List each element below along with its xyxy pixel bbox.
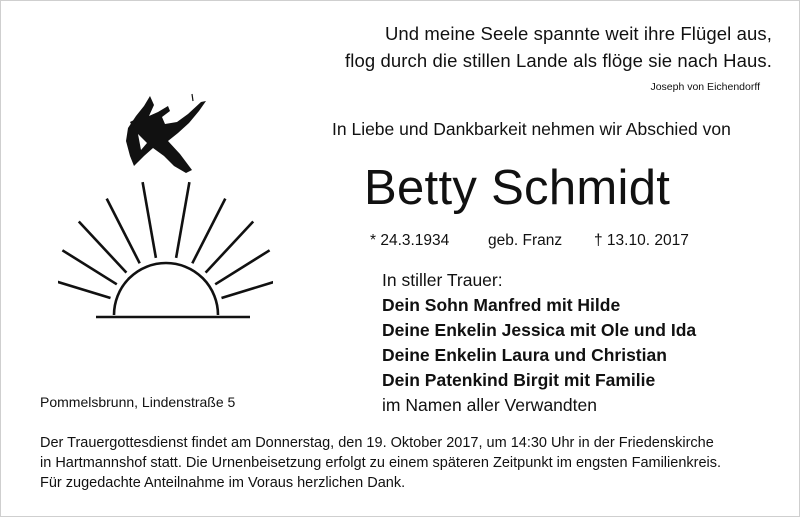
mourners-list [382,268,696,418]
sun-ray [107,199,140,264]
poem-line-1: Und meine Seele spannte weit ihre Flügel aus, [384,23,772,44]
notice-line-1: Der Trauergottesdienst findet am Donnerstag, den 19. Oktober 2017, um 14:30 Uhr in der Friedenskirche [40,435,714,451]
mourner-line: Deine Enkelin Jessica mit Ole und Ida [382,320,697,340]
maiden-name: geb. Franz [488,232,563,249]
mourners-outro: im Namen aller Verwandten [382,395,597,415]
mourners-intro: In stiller Trauer: [382,270,503,290]
sun-ray [176,182,189,258]
farewell-intro: In Liebe und Dankbarkeit nehmen wir Abschied von [332,119,731,139]
sun-ray [58,279,111,299]
dove-over-rising-sun-icon [58,88,273,326]
mourner-line: Dein Sohn Manfred mit Hilde [382,295,621,315]
notice-line-3: Für zugedachte Anteilnahme im Voraus herzlichen Dank. [40,475,406,491]
birth-date: * 24.3.1934 [370,232,450,249]
deceased-name: Betty Schmidt [364,161,671,215]
sun-ray [143,182,156,258]
poem-author: Joseph von Eichendorff [650,81,760,93]
sun-ray [222,280,274,298]
poem-quote [252,20,772,94]
notice-line-2: in Hartmannshof statt. Die Urnenbeisetzung erfolgt zu einem späteren Zeitpunkt im engsten Familienkreis. [40,455,722,471]
mourner-line: Dein Patenkind Birgit mit Familie [382,370,656,390]
sun-ray [192,199,225,264]
death-date: † 13.10. 2017 [594,232,689,249]
mourner-line: Deine Enkelin Laura und Christian [382,345,667,365]
family-address: Pommelsbrunn, Lindenstraße 5 [40,394,236,410]
poem-line-2: flog durch die stillen Lande als flöge sie nach Haus. [345,50,772,71]
service-notice [40,433,780,493]
